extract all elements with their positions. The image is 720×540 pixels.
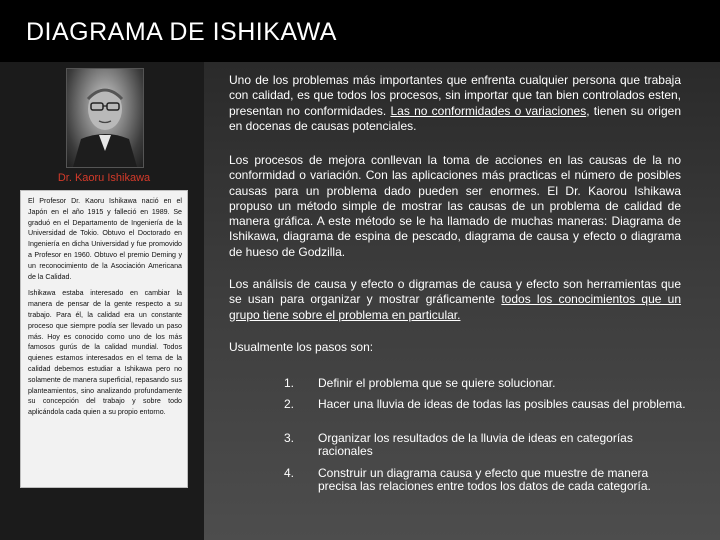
step-text: Construir un diagrama causa y efecto que muestre de manera precisa las relaciones entre todos los datos de cada categoría. — [318, 466, 651, 493]
step-number: 4. — [284, 466, 295, 480]
paragraph-intro-end: , tienen su origen en docenas de causas potenciales. — [229, 103, 681, 133]
step-number: 1. — [284, 376, 295, 390]
paragraph-analisis — [229, 277, 681, 323]
paragraph-analisis-text: Los análisis de causa y efecto o digramas de causa y efecto son herramientas que se usan para organizar y mostrar gráficamente — [229, 277, 681, 307]
step-number: 3. — [284, 431, 295, 445]
paragraph-analisis-underlined: todos los conocimientos que un grupo tiene sobre el problema en particular. — [229, 292, 682, 322]
slide-title: DIAGRAMA DE ISHIKAWA — [26, 18, 337, 46]
step-number: 2. — [284, 397, 295, 411]
steps-intro: Usualmente los pasos son: — [229, 340, 374, 354]
paragraph-intro-text: Uno de los problemas más importantes que enfrenta cualquier persona que trabaja con calidad, es que todos los procesos, sin importar que tan bien controlados esten, presentan no conformidades. — [229, 73, 681, 118]
portrait-photo-icon — [66, 68, 144, 168]
photo-caption: Dr. Kaoru Ishikawa — [57, 172, 151, 184]
bio-paragraph-1: El Profesor Dr. Kaoru Ishikawa nació en el Japón en el año 1915 y falleció en 1989. Se graduó en el Departamento de Ingeniería de la Universidad de Tokio. Obtuvo el Doctorado en Ingeniería en dicha Universidad y fue promovido a Profesor en 1960. Obtuvo el premio Deming y un reconocimiento de la Asociación Americana de la Calidad. — [28, 197, 182, 281]
bio-box — [20, 190, 188, 488]
step-text: Definir el problema que se quiere solucionar. — [318, 376, 556, 390]
bio-paragraph-2: Ishikawa estaba interesado en cambiar la manera de pensar de la gente respecto a su trabajo. Para él, la calidad era un constante proceso que siempre podía ser llevado un paso más. Hoy es conocido como uno de los más famosos gurús de la calidad mundial. Todos quienes estamos interesados en el tema de la calidad debemos estudiar a Ishikawa pero no solamente de manera superficial, repasando sus planteamientos, sino analizando profundamente su concepción del trabajo y sobre todo aplicándola cada quien a su propio entorno. — [28, 289, 182, 417]
paragraph-intro — [229, 73, 681, 134]
paragraph-mejora: Los procesos de mejora conllevan la toma de acciones en las causas de la no conformidad o variación. Con las aplicaciones más practicas el número de posibles causas para un problema dado pueden ser enormes. El Dr. Kaorou Ishikawa propuso un método simple de mostrar las causas de un problema de calidad de manera gráfica. A este método se le ha llamado de muchas maneras: Diagrama de Ishikawa, diagrama de espina de pescado, diagrama de causa y efecto o diagrama de hueso de Godzilla. — [229, 153, 681, 259]
paragraph-intro-underlined: Las no conformidades o variaciones — [390, 103, 587, 118]
title-band — [0, 0, 720, 62]
step-text: Hacer una lluvia de ideas de todas las posibles causas del problema. — [318, 397, 686, 411]
step-text: Organizar los resultados de la lluvia de ideas en categorías racionales — [318, 431, 633, 458]
